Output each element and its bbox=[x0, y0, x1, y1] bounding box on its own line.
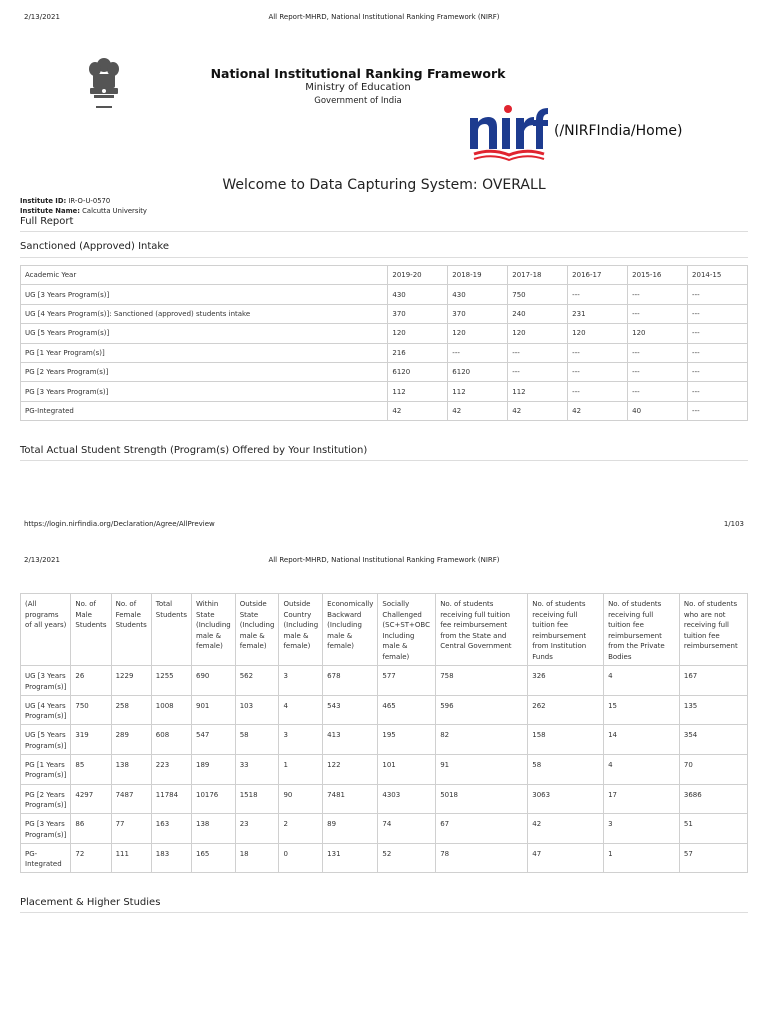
table-cell: 131 bbox=[323, 843, 378, 873]
table-cell: 120 bbox=[448, 324, 508, 343]
row-label-cell: UG [4 Years Program(s)]: Sanctioned (approved) students intake bbox=[21, 304, 388, 323]
table-cell: 465 bbox=[378, 695, 436, 725]
row-label-cell: PG [3 Years Program(s)] bbox=[21, 814, 71, 844]
table-cell: 51 bbox=[679, 814, 747, 844]
table-cell: 430 bbox=[388, 285, 448, 304]
table-cell: --- bbox=[688, 324, 748, 343]
table-cell: 240 bbox=[508, 304, 568, 323]
table-cell: --- bbox=[628, 343, 688, 362]
table-cell: 120 bbox=[388, 324, 448, 343]
table-cell: 6120 bbox=[448, 362, 508, 381]
column-header: No. of Male Students bbox=[71, 594, 111, 666]
table-cell: 3 bbox=[604, 814, 680, 844]
table-cell: --- bbox=[568, 382, 628, 401]
table-cell: 319 bbox=[71, 725, 111, 755]
footer-url: https://login.nirfindia.org/Declaration/Agree/AllPreview bbox=[24, 520, 215, 528]
table-cell: 165 bbox=[191, 843, 235, 873]
print-header bbox=[0, 556, 768, 570]
table-cell: --- bbox=[688, 343, 748, 362]
table-cell: 89 bbox=[323, 814, 378, 844]
table-cell: 112 bbox=[388, 382, 448, 401]
table-cell: 1229 bbox=[111, 666, 151, 696]
table-cell: 138 bbox=[191, 814, 235, 844]
table-row bbox=[21, 754, 748, 784]
print-title: All Report-MHRD, National Institutional Ranking Framework (NIRF) bbox=[268, 13, 500, 21]
table-cell: --- bbox=[508, 343, 568, 362]
table-cell: 111 bbox=[111, 843, 151, 873]
table-cell: 4297 bbox=[71, 784, 111, 814]
row-label-cell: UG [5 Years Program(s)] bbox=[21, 324, 388, 343]
row-label-cell: PG-Integrated bbox=[21, 843, 71, 873]
print-date: 2/13/2021 bbox=[24, 13, 60, 21]
column-header: No. of students who are not receiving full tuition fee reimbursement bbox=[679, 594, 747, 666]
table-cell: 4 bbox=[279, 695, 323, 725]
table-cell: 223 bbox=[151, 754, 191, 784]
table-cell: 547 bbox=[191, 725, 235, 755]
column-header: Economically Backward (Including male & female) bbox=[323, 594, 378, 666]
table-cell: 57 bbox=[679, 843, 747, 873]
table-cell: 7487 bbox=[111, 784, 151, 814]
column-header: 2016-17 bbox=[568, 266, 628, 285]
column-header: Socially Challenged (SC+ST+OBC Including male & female) bbox=[378, 594, 436, 666]
table-cell: 231 bbox=[568, 304, 628, 323]
table-cell: --- bbox=[628, 362, 688, 381]
table-cell: 33 bbox=[235, 754, 279, 784]
table-cell: 413 bbox=[323, 725, 378, 755]
table-cell: 135 bbox=[679, 695, 747, 725]
table-cell: --- bbox=[508, 362, 568, 381]
table-cell: 67 bbox=[436, 814, 528, 844]
table-cell: 596 bbox=[436, 695, 528, 725]
table-cell: 112 bbox=[448, 382, 508, 401]
table-cell: 258 bbox=[111, 695, 151, 725]
column-header: No. of students receiving full tuition fee reimbursement from the State and Central Government bbox=[436, 594, 528, 666]
table-row bbox=[21, 784, 748, 814]
table-cell: 758 bbox=[436, 666, 528, 696]
table-cell: 85 bbox=[71, 754, 111, 784]
table-cell: 47 bbox=[528, 843, 604, 873]
table-cell: 216 bbox=[388, 343, 448, 362]
print-date: 2/13/2021 bbox=[24, 556, 60, 564]
table-row bbox=[21, 401, 748, 420]
institute-name: Calcutta University bbox=[82, 207, 147, 215]
table-cell: 42 bbox=[508, 401, 568, 420]
table-row bbox=[21, 362, 748, 381]
table-cell: 4303 bbox=[378, 784, 436, 814]
divider bbox=[20, 257, 748, 258]
row-label-cell: PG [3 Years Program(s)] bbox=[21, 382, 388, 401]
row-label-cell: PG-Integrated bbox=[21, 401, 388, 420]
divider bbox=[20, 460, 748, 461]
table-cell: 15 bbox=[604, 695, 680, 725]
table-cell: 120 bbox=[628, 324, 688, 343]
table-cell: 52 bbox=[378, 843, 436, 873]
table-cell: --- bbox=[448, 343, 508, 362]
table-cell: 78 bbox=[436, 843, 528, 873]
table-cell: 4 bbox=[604, 754, 680, 784]
table-cell: 10176 bbox=[191, 784, 235, 814]
column-header: No. of students receiving full tuition fee reimbursement from Institution Funds bbox=[528, 594, 604, 666]
column-header: Within State (Including male & female) bbox=[191, 594, 235, 666]
table-cell: 42 bbox=[528, 814, 604, 844]
table-cell: --- bbox=[568, 343, 628, 362]
table-cell: 1255 bbox=[151, 666, 191, 696]
table-cell: 11784 bbox=[151, 784, 191, 814]
table-cell: 58 bbox=[528, 754, 604, 784]
row-label-cell: PG [2 Years Program(s)] bbox=[21, 784, 71, 814]
table-cell: 750 bbox=[508, 285, 568, 304]
table-cell: 750 bbox=[71, 695, 111, 725]
table-cell: 14 bbox=[604, 725, 680, 755]
table-cell: 430 bbox=[448, 285, 508, 304]
table-cell: 17 bbox=[604, 784, 680, 814]
table-cell: --- bbox=[628, 382, 688, 401]
table-cell: 23 bbox=[235, 814, 279, 844]
row-label-cell: PG [1 Years Program(s)] bbox=[21, 754, 71, 784]
column-header: Total Students bbox=[151, 594, 191, 666]
column-header: 2014-15 bbox=[688, 266, 748, 285]
table-cell: 2 bbox=[279, 814, 323, 844]
table-cell: 42 bbox=[388, 401, 448, 420]
table-cell: 5018 bbox=[436, 784, 528, 814]
table-cell: 82 bbox=[436, 725, 528, 755]
table-row bbox=[21, 666, 748, 696]
print-header bbox=[0, 13, 768, 27]
table-row bbox=[21, 814, 748, 844]
table-cell: 354 bbox=[679, 725, 747, 755]
table-row bbox=[21, 343, 748, 362]
column-header: 2019-20 bbox=[388, 266, 448, 285]
table-cell: 86 bbox=[71, 814, 111, 844]
table-cell: 138 bbox=[111, 754, 151, 784]
table-cell: 163 bbox=[151, 814, 191, 844]
table-cell: 120 bbox=[568, 324, 628, 343]
table-cell: 370 bbox=[388, 304, 448, 323]
table-cell: --- bbox=[628, 285, 688, 304]
table-cell: 326 bbox=[528, 666, 604, 696]
nirf-logo-icon[interactable] bbox=[466, 104, 552, 164]
org-heading bbox=[198, 66, 518, 106]
table-cell: 189 bbox=[191, 754, 235, 784]
table-cell: 1 bbox=[604, 843, 680, 873]
table-cell: 562 bbox=[235, 666, 279, 696]
placement-heading: Placement & Higher Studies bbox=[20, 897, 161, 908]
table-cell: 7481 bbox=[323, 784, 378, 814]
government-name: Government of India bbox=[314, 96, 402, 106]
welcome-heading: Welcome to Data Capturing System: OVERALL bbox=[222, 177, 546, 193]
column-header: Outside Country (Including male & female) bbox=[279, 594, 323, 666]
table-cell: --- bbox=[688, 401, 748, 420]
table-cell: --- bbox=[688, 285, 748, 304]
divider bbox=[20, 231, 748, 232]
table-cell: 543 bbox=[323, 695, 378, 725]
table-cell: 901 bbox=[191, 695, 235, 725]
table-cell: 6120 bbox=[388, 362, 448, 381]
table-cell: 289 bbox=[111, 725, 151, 755]
table-cell: 678 bbox=[323, 666, 378, 696]
table-cell: 183 bbox=[151, 843, 191, 873]
column-header: Academic Year bbox=[21, 266, 388, 285]
table-cell: 1518 bbox=[235, 784, 279, 814]
row-label-cell: UG [5 Years Program(s)] bbox=[21, 725, 71, 755]
table-cell: 3 bbox=[279, 725, 323, 755]
column-header: No. of Female Students bbox=[111, 594, 151, 666]
table-cell: 195 bbox=[378, 725, 436, 755]
ministry-name: Ministry of Education bbox=[305, 82, 411, 93]
column-header: (All programs of all years) bbox=[21, 594, 71, 666]
student-strength-heading: Total Actual Student Strength (Program(s) Offered by Your Institution) bbox=[20, 445, 368, 456]
table-cell: 40 bbox=[628, 401, 688, 420]
table-cell: 42 bbox=[568, 401, 628, 420]
footer-page-number: 1/103 bbox=[723, 520, 744, 528]
table-cell: 690 bbox=[191, 666, 235, 696]
table-cell: 158 bbox=[528, 725, 604, 755]
table-row bbox=[21, 382, 748, 401]
org-title: National Institutional Ranking Framework bbox=[210, 66, 506, 81]
table-cell: 18 bbox=[235, 843, 279, 873]
table-row bbox=[21, 843, 748, 873]
table-cell: 1008 bbox=[151, 695, 191, 725]
institute-name-label: Institute Name: bbox=[20, 207, 80, 215]
table-cell: 70 bbox=[679, 754, 747, 784]
table-cell: 77 bbox=[111, 814, 151, 844]
institute-id: IR-O-U-0570 bbox=[68, 197, 111, 205]
table-cell: 1 bbox=[279, 754, 323, 784]
table-cell: --- bbox=[688, 382, 748, 401]
table-cell: 26 bbox=[71, 666, 111, 696]
table-cell: 58 bbox=[235, 725, 279, 755]
table-cell: 3063 bbox=[528, 784, 604, 814]
table-cell: 120 bbox=[508, 324, 568, 343]
table-header-row bbox=[21, 266, 748, 285]
table-cell: --- bbox=[568, 362, 628, 381]
table-cell: 112 bbox=[508, 382, 568, 401]
table-cell: 608 bbox=[151, 725, 191, 755]
table-row bbox=[21, 304, 748, 323]
full-report-heading: Full Report bbox=[20, 216, 74, 227]
column-header: Outside State (Including male & female) bbox=[235, 594, 279, 666]
institute-id-label: Institute ID: bbox=[20, 197, 67, 205]
table-row bbox=[21, 324, 748, 343]
sanctioned-intake-table bbox=[20, 265, 748, 421]
table-cell: 3 bbox=[279, 666, 323, 696]
table-row bbox=[21, 285, 748, 304]
table-cell: --- bbox=[568, 285, 628, 304]
institute-info bbox=[20, 196, 147, 216]
table-cell: 90 bbox=[279, 784, 323, 814]
print-title: All Report-MHRD, National Institutional Ranking Framework (NIRF) bbox=[268, 556, 500, 564]
column-header: 2015-16 bbox=[628, 266, 688, 285]
row-label-cell: PG [1 Year Program(s)] bbox=[21, 343, 388, 362]
table-cell: 0 bbox=[279, 843, 323, 873]
table-header-row bbox=[21, 594, 748, 666]
table-cell: 370 bbox=[448, 304, 508, 323]
table-cell: --- bbox=[628, 304, 688, 323]
table-row bbox=[21, 695, 748, 725]
table-cell: 74 bbox=[378, 814, 436, 844]
table-cell: 262 bbox=[528, 695, 604, 725]
table-row bbox=[21, 725, 748, 755]
row-label-cell: UG [3 Years Program(s)] bbox=[21, 666, 71, 696]
table-cell: 122 bbox=[323, 754, 378, 784]
table-cell: 167 bbox=[679, 666, 747, 696]
table-cell: 4 bbox=[604, 666, 680, 696]
table-cell: --- bbox=[688, 304, 748, 323]
table-cell: 103 bbox=[235, 695, 279, 725]
row-label-cell: PG [2 Years Program(s)] bbox=[21, 362, 388, 381]
table-cell: --- bbox=[688, 362, 748, 381]
column-header: No. of students receiving full tuition fee reimbursement from the Private Bodies bbox=[604, 594, 680, 666]
table-cell: 72 bbox=[71, 843, 111, 873]
divider bbox=[20, 912, 748, 913]
column-header: 2018-19 bbox=[448, 266, 508, 285]
column-header: 2017-18 bbox=[508, 266, 568, 285]
row-label-cell: UG [3 Years Program(s)] bbox=[21, 285, 388, 304]
table-cell: 101 bbox=[378, 754, 436, 784]
table-cell: 3686 bbox=[679, 784, 747, 814]
row-label-cell: UG [4 Years Program(s)] bbox=[21, 695, 71, 725]
table-cell: 42 bbox=[448, 401, 508, 420]
sanctioned-intake-heading: Sanctioned (Approved) Intake bbox=[20, 241, 170, 252]
table-cell: 91 bbox=[436, 754, 528, 784]
national-emblem-icon bbox=[84, 56, 124, 112]
home-link[interactable]: (/NIRFIndia/Home) bbox=[554, 123, 683, 139]
student-strength-table bbox=[20, 593, 748, 873]
table-cell: 577 bbox=[378, 666, 436, 696]
